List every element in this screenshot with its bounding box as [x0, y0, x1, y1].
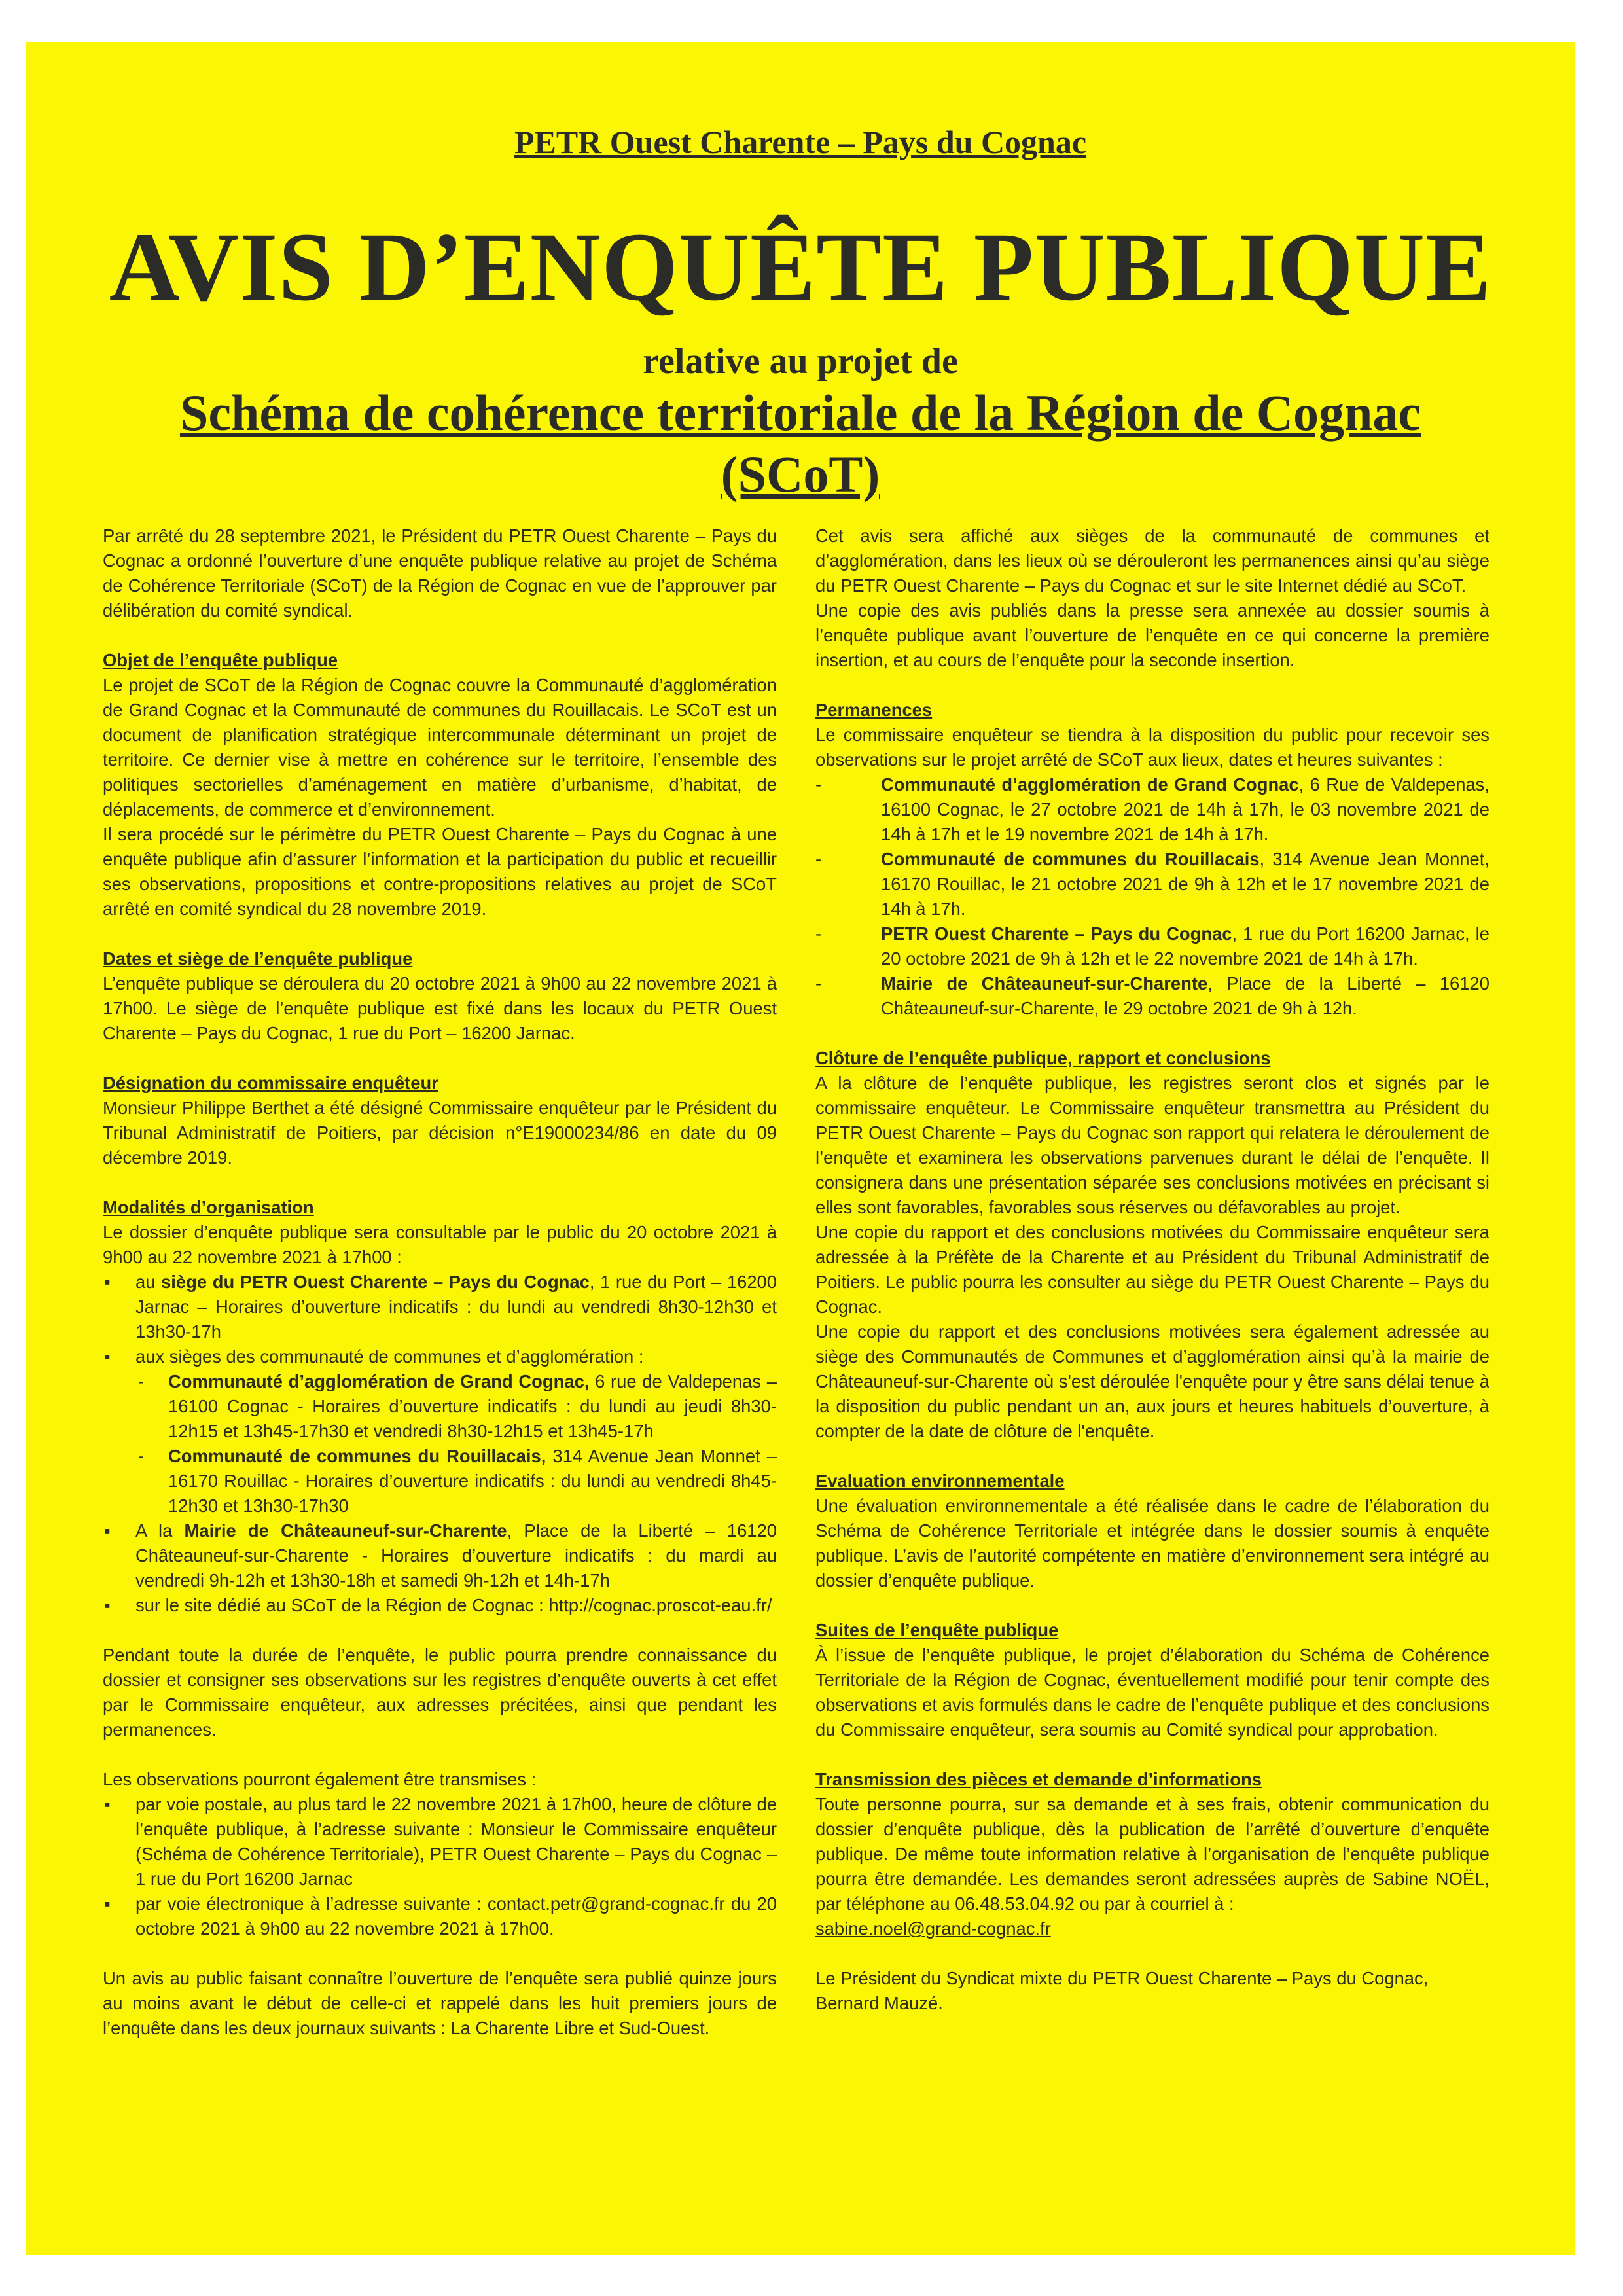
- affichage-paragraph: Cet avis sera affiché aux sièges de la communauté de communes et d’agglomération, dans les lieux où se dérouleront les permanences ainsi qu’au siège du PETR Ouest Charente – Pays du Cognac et sur le site Internet dédié au SCoT.: [815, 526, 1489, 596]
- signature: Le Président du Syndicat mixte du PETR Ouest Charente – Pays du Cognac, Bernard Mauzé.: [815, 1968, 1429, 2013]
- objet-paragraph-2: Il sera procédé sur le périmètre du PETR Ouest Charente – Pays du Cognac à une enquête publique afin d’assurer l’information et la participation du public et recueillir ses observations, propositions et contre-propositions relatives au projet de SCoT arrêté en comité syndical du 28 novembre 2019.: [103, 824, 777, 919]
- list-item: ▪ sur le site dédié au SCoT de la Région de Cognac : http://cognac.proscot-eau.fr/: [103, 1593, 777, 1618]
- suites-paragraph: À l’issue de l’enquête publique, le projet d’élaboration du Schéma de Cohérence Territoriale de la Région de Cognac, éventuellement modifié pour tenir compte des observations et avis formulés dans le cadre de l’enquête publique et des conclusions du Commissaire enquêteur, sera soumis au Comité syndical pour approbation.: [815, 1645, 1489, 1740]
- pendant-paragraph: Pendant toute la durée de l’enquête, le public pourra prendre connaissance du dossier et consigner ses observations sur les registres d’enquête ouverts à cet effet par le Commissaire enquêteur, aux adresses précitées, ainsi que pendant les permanences.: [103, 1645, 777, 1740]
- list-item: - Communauté de communes du Rouillacais, 314 Avenue Jean Monnet, 16170 Rouillac, le 21 octobre 2021 de 9h à 12h et le 17 novembre 2021 de 14h à 17h.: [815, 847, 1489, 922]
- subtitle: relative au projet de: [643, 341, 958, 382]
- cloture-paragraph-3: Une copie du rapport et des conclusions motivées sera également adressée au siège des Communautés de Communes et d’agglomération ainsi qu’à la mairie de Châteauneuf-sur-Charente où s'est déroulée l'enquête pour y être sans délai tenue à la disposition du public pendant un an, aux jours et heures habituels d’ouverture, à compter de la date de clôture de l'enquête.: [815, 1321, 1489, 1441]
- cloture-paragraph-2: Une copie du rapport et des conclusions motivées du Commissaire enquêteur sera adressée à la Préfète de la Charente et au Président du Tribunal Administratif de Poitiers. Le public pourra les consulter au siège du PETR Ouest Charente – Pays du Cognac.: [815, 1222, 1489, 1317]
- list-item: ▪ aux sièges des communauté de communes et d’agglomération : - Communauté d’agglomération de Grand Cognac, 6 rue de Valdepenas – 16100 Cognac - Horaires d’ouverture indicatifs : du lundi au jeudi 8h30-12h15 et 13h45-17h30 et vendredi 8h30-12h15 et 13h45-17h - Communauté de communes du Rouillacais, 314 Avenue Jean Monnet – 16170 Rouillac - Horaires d’ouverture indicatifs : du lundi au vendredi 8h45-12h30 et 13h30-17h30: [103, 1344, 777, 1518]
- observations-list: [103, 1792, 777, 1941]
- section-heading-objet: Objet de l’enquête publique: [103, 650, 338, 670]
- right-column: [815, 524, 1489, 2016]
- section-heading-transmission: Transmission des pièces et demande d’informations: [815, 1769, 1262, 1789]
- observations-intro: Les observations pourront également être transmises :: [103, 1769, 537, 1789]
- permanences-list: [815, 772, 1489, 1021]
- section-heading-evaluation: Evaluation environnementale: [815, 1471, 1065, 1491]
- organisation-heading: PETR Ouest Charente – Pays du Cognac: [514, 124, 1087, 160]
- contact-email-link[interactable]: sabine.noel@grand-cognac.fr: [815, 1918, 1051, 1939]
- section-heading-designation: Désignation du commissaire enquêteur: [103, 1073, 438, 1093]
- section-heading-dates: Dates et siège de l’enquête publique: [103, 948, 413, 969]
- section-heading-permanences: Permanences: [815, 700, 933, 720]
- list-item: - Communauté de communes du Rouillacais, 314 Avenue Jean Monnet – 16170 Rouillac - Horaires d’ouverture indicatifs : du lundi au vendredi 8h45-12h30 et 13h30-17h30: [135, 1444, 777, 1518]
- dates-paragraph: L’enquête publique se déroulera du 20 octobre 2021 à 9h00 au 22 novembre 2021 à 17h00. Le siège de l’enquête publique est fixé dans les locaux du PETR Ouest Charente – Pays du Cognac, 1 rue du Port – 16200 Jarnac.: [103, 973, 777, 1043]
- section-heading-modalites: Modalités d’organisation: [103, 1197, 314, 1217]
- evaluation-paragraph: Une évaluation environnementale a été réalisée dans le cadre de l’élaboration du Schéma de Cohérence Territoriale et intégrée dans le dossier soumis à enquête publique. L’avis de l’autorité compétente en matière d’environnement sera intégré au dossier d’enquête publique.: [815, 1496, 1489, 1590]
- page-title: AVIS D’ENQUÊTE PUBLIQUE: [109, 213, 1492, 321]
- sub-list: [135, 1369, 777, 1518]
- list-item: - Communauté d’agglomération de Grand Cognac, 6 Rue de Valdepenas, 16100 Cognac, le 27 octobre 2021 de 14h à 17h, le 03 novembre 2021 de 14h à 17h et le 19 novembre 2021 de 14h à 17h.: [815, 772, 1489, 847]
- objet-paragraph-1: Le projet de SCoT de la Région de Cognac couvre la Communauté d’agglomération de Grand Cognac et la Communauté de communes du Rouillacais. Le SCoT est un document de planification stratégique intercommunale déterminant un projet de territoire. Ce dernier vise à mettre en cohérence sur le territoire, l’ensemble des politiques sectorielles d’aménagement en matière d’urbanisme, d’habitat, de déplacements, de commerce et d’environnement.: [103, 675, 777, 819]
- consultation-list: [103, 1270, 777, 1618]
- project-title-line1: Schéma de cohérence territoriale de la Région de Cognac: [179, 384, 1421, 441]
- transmission-paragraph: Toute personne pourra, sur sa demande et à ses frais, obtenir communication du dossier d’enquête publique, dès la publication de l’arrêté d’ouverture d’enquête publique. De même toute information relative à l’organisation de l’enquête publique pourra être demandée. Les demandes seront adressées auprès de Sabine NOËL, par téléphone au 06.48.53.04.92 ou par à courriel à :: [815, 1794, 1489, 1914]
- permanences-paragraph: Le commissaire enquêteur se tiendra à la disposition du public pour recevoir ses observations sur le projet arrêté de SCoT aux lieux, dates et heures suivantes :: [815, 725, 1489, 770]
- project-title-line2: (SCoT): [721, 446, 880, 503]
- avis-paragraph: Un avis au public faisant connaître l’ouverture de l’enquête sera publié quinze jours au moins avant le début de celle-ci et rappelé dans les huit premiers jours de l’enquête dans les deux journaux suivants : La Charente Libre et Sud-Ouest.: [103, 1968, 777, 2038]
- copie-paragraph: Une copie des avis publiés dans la presse sera annexée au dossier soumis à l’enquête publique avant l’ouverture de l’enquête en ce qui concerne la première insertion, et au cours de l’enquête pour la seconde insertion.: [815, 600, 1489, 670]
- modalites-paragraph: Le dossier d’enquête publique sera consultable par le public du 20 octobre 2021 à 9h00 au 22 novembre 2021 à 17h00 :: [103, 1222, 777, 1267]
- list-item: - Communauté d’agglomération de Grand Cognac, 6 rue de Valdepenas – 16100 Cognac - Horaires d’ouverture indicatifs : du lundi au jeudi 8h30-12h15 et 13h45-17h30 et vendredi 8h30-12h15 et 13h45-17h: [135, 1369, 777, 1444]
- project-title: [26, 382, 1575, 505]
- designation-paragraph: Monsieur Philippe Berthet a été désigné Commissaire enquêteur par le Président du Tribunal Administratif de Poitiers, par décision n°E19000234/86 en date du 09 décembre 2019.: [103, 1098, 777, 1168]
- list-item: ▪ au siège du PETR Ouest Charente – Pays du Cognac, 1 rue du Port – 16200 Jarnac – Horaires d’ouverture indicatifs : du lundi au vendredi 8h30-12h30 et 13h30-17h: [103, 1270, 777, 1344]
- list-item: ▪ A la Mairie de Châteauneuf-sur-Charente, Place de la Liberté – 16120 Châteauneuf-sur-Charente - Horaires d’ouverture indicatifs : du mardi au vendredi 9h-12h et 13h30-18h et samedi 9h-12h et 14h-17h: [103, 1518, 777, 1593]
- cloture-paragraph-1: A la clôture de l’enquête publique, les registres seront clos et signés par le commissaire enquêteur. Le Commissaire enquêteur transmettra au Président du PETR Ouest Charente – Pays du Cognac son rapport qui relatera le déroulement de l’enquête et examinera les observations parvenues durant le délai de l’enquête. Il consignera dans une présentation séparée ses conclusions motivées en précisant si elles sont favorables, favorables sous réserves ou défavorables au projet.: [815, 1073, 1489, 1217]
- section-heading-cloture: Clôture de l’enquête publique, rapport et conclusions: [815, 1048, 1271, 1068]
- section-heading-suites: Suites de l’enquête publique: [815, 1620, 1059, 1640]
- list-item: ▪ par voie électronique à l’adresse suivante : contact.petr@grand-cognac.fr du 20 octobre 2021 à 9h00 au 22 novembre 2021 à 17h00.: [103, 1892, 777, 1941]
- intro-paragraph: Par arrêté du 28 septembre 2021, le Président du PETR Ouest Charente – Pays du Cognac a ordonné l’ouverture d’une enquête publique relative au projet de Schéma de Cohérence Territoriale (SCoT) de la Région de Cognac en vue de l’approuver par délibération du comité syndical.: [103, 526, 777, 620]
- list-item: ▪ par voie postale, au plus tard le 22 novembre 2021 à 17h00, heure de clôture de l’enquête publique, à l’adresse suivante : Monsieur le Commissaire enquêteur (Schéma de Cohérence Territoriale), PETR Ouest Charente – Pays du Cognac – 1 rue du Port 16200 Jarnac: [103, 1792, 777, 1892]
- list-item: - PETR Ouest Charente – Pays du Cognac, 1 rue du Port 16200 Jarnac, le 20 octobre 2021 de 9h à 12h et le 22 novembre 2021 de 14h à 17h.: [815, 922, 1489, 971]
- list-item: - Mairie de Châteauneuf-sur-Charente, Place de la Liberté – 16120 Châteauneuf-sur-Charente, le 29 octobre 2021 de 9h à 12h.: [815, 971, 1489, 1021]
- left-column: [103, 524, 777, 2041]
